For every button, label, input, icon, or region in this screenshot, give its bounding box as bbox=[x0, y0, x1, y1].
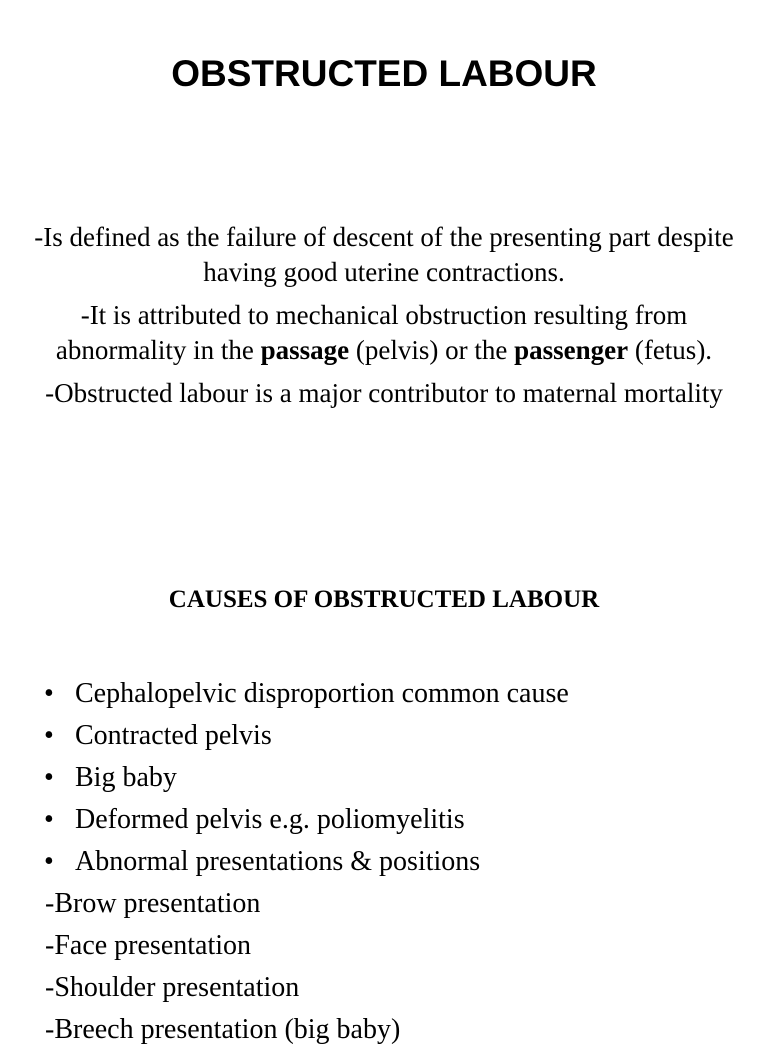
definition-paragraph-3: -Obstructed labour is a major contributor to maternal mortality bbox=[45, 378, 723, 408]
list-item bbox=[44, 799, 764, 841]
bullet-icon: • bbox=[44, 678, 54, 709]
list-item bbox=[44, 757, 764, 799]
list-item bbox=[44, 841, 764, 883]
cause-text: Big baby bbox=[75, 762, 177, 793]
definition-text: (pelvis) or the bbox=[349, 335, 515, 365]
passage-term: passage bbox=[260, 335, 350, 365]
cause-text: Abnormal presentations & positions bbox=[75, 846, 481, 877]
definition-block bbox=[34, 220, 734, 419]
passenger-term: passenger bbox=[514, 335, 629, 365]
causes-heading: CAUSES OF OBSTRUCTED LABOUR bbox=[168, 586, 600, 613]
list-item bbox=[44, 673, 764, 715]
list-item bbox=[44, 715, 764, 757]
bullet-icon: • bbox=[44, 720, 54, 751]
cause-text: Deformed pelvis e.g. poliomyelitis bbox=[75, 804, 465, 835]
slide-title: OBSTRUCTED LABOUR bbox=[171, 53, 597, 94]
list-item: -Shoulder presentation bbox=[45, 972, 300, 1003]
list-item: -Breech presentation (big baby) bbox=[45, 1014, 401, 1045]
list-item: -Face presentation bbox=[45, 930, 252, 961]
bullet-icon: • bbox=[44, 762, 54, 793]
cause-text: Cephalopelvic disproportion common cause bbox=[75, 678, 569, 709]
causes-list bbox=[44, 673, 764, 883]
bullet-icon: • bbox=[44, 846, 54, 877]
definition-text: (fetus). bbox=[628, 335, 713, 365]
list-item: -Brow presentation bbox=[45, 888, 261, 919]
definition-paragraph-1: -Is defined as the failure of descent of the presenting part despite having good uterine contractions. bbox=[34, 222, 734, 287]
cause-text: Contracted pelvis bbox=[75, 720, 272, 751]
bullet-icon: • bbox=[44, 804, 54, 835]
definition-text: -It is attributed to mechanical obstruction resulting from abnormality in the bbox=[55, 300, 688, 365]
presentation-list bbox=[45, 883, 765, 1051]
definition-paragraph-2 bbox=[34, 298, 734, 368]
